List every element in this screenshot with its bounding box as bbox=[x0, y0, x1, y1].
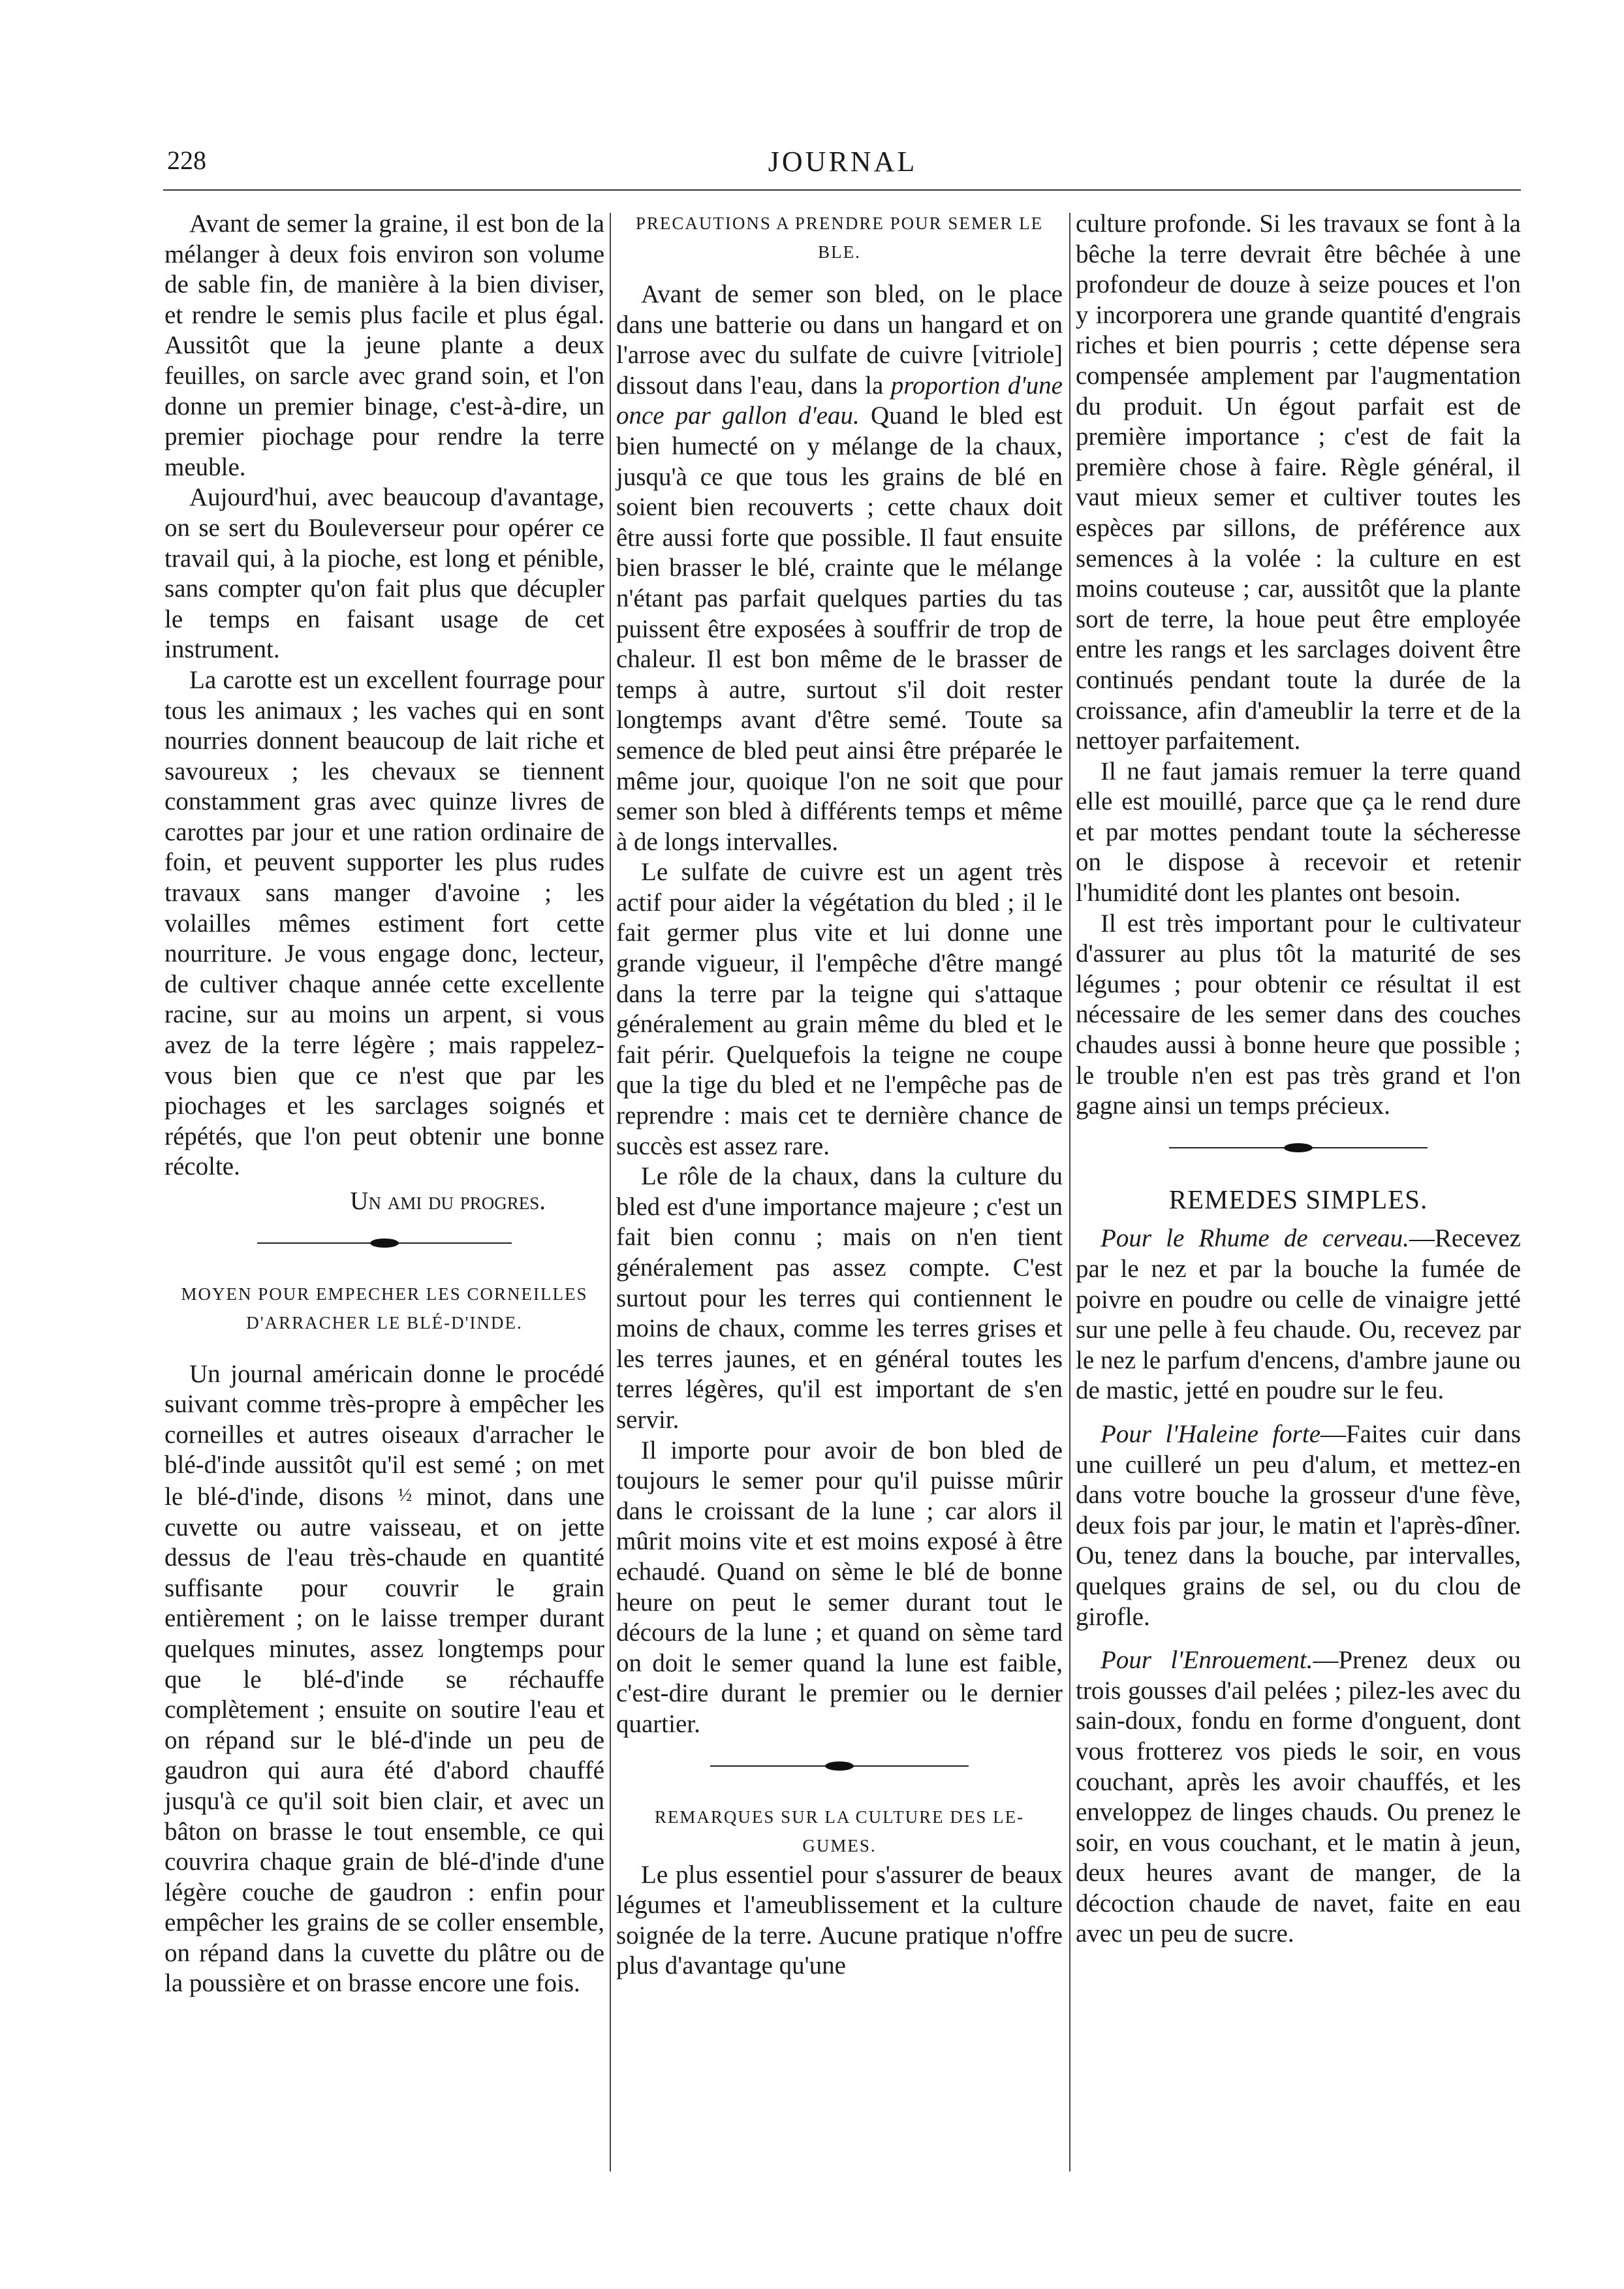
article-paragraph: Avant de semer la graine, il est bon de la mélanger à deux fois environ son volume de sable fin, de manière à la bien diviser, et rendre le semis plus facile et plus égal. Aussitôt que la jeune plante a deux feuilles, on sarcle avec grand soin, et l'on donne un premier binage, c'est-à-dire, un premier piochage pour rendre la terre meuble. bbox=[164, 210, 604, 481]
article-signature: Un ami du progres. bbox=[350, 1187, 546, 1215]
article-paragraph: Il est très important pour le cultivateur d'assurer au plus tôt la maturité de ses légumes ; pour obtenir ce résultat il est nécessaire de les semer dans des couches chaudes aussi à bonne heure que possible ; le trouble n'en est pas très grand et l'on gagne ainsi un temps précieux. bbox=[1076, 909, 1521, 1120]
section-heading: REMEDES SIMPLES. bbox=[1168, 1184, 1428, 1214]
running-head bbox=[167, 145, 1518, 191]
section-divider bbox=[257, 1237, 512, 1250]
article-paragraph: Il ne faut jamais remuer la terre quand elle est mouillé, parce que ça le rend dure et par mottes pendant toute la sécheresse on le dispose à recevoir et retenir l'humidité dont les plantes ont besoin. bbox=[1076, 757, 1521, 908]
fraction: ½ bbox=[398, 1485, 413, 1506]
article-paragraph: Un journal américain donne le procédé suivant comme très-propre à empêcher les corneilles et autres oiseaux d'arracher le blé-d'inde aussitôt qu'il est semé ; on met le blé-d'inde, disons ½ minot, dans une cuvette ou autre vaisseau, et on jette dessus de l'eau très-chaude en quantité suffisante pour couvrir le grain entièrement ; on le laisse tremper durant quelques minutes, assez longtemps pour que le blé-d'inde se réchauffe complètement ; ensuite on soutire l'eau et on répand sur le blé-d'inde un peu de gaudron qui aura été d'abord chauffé jusqu'à ce qu'il soit bien clair, et avec un bâton on brasse le tout ensemble, ce qui couvrira chaque grain de blé-d'inde d'une légère couche de gaudron : enfin pour empêcher les grains de se coller ensemble, on répand dans la cuvette du plâtre ou de la poussière et on brasse encore une fois. bbox=[164, 1359, 605, 1998]
article-paragraph: La carotte est un excellent fourrage pour tous les animaux ; les vaches qui en sont nourries donnent beaucoup de lait riche et savoureux ; les chevaux se tiennent constamment gras avec quinze livres de carottes par jour et une ration ordinaire de foin, et peuvent supporter les plus rudes travaux sans manger d'avoine ; les volailles mêmes estiment fort cette nourriture. Je vous engage donc, lecteur, de cultiver chaque année cette excellente racine, sur au moins un arpent, si vous avez de la terre légère ; mais rappelez-vous bien que ce n'est que par les piochages et les sarclages soignés et répétés, que l'on peut obtenir une bonne récolte. bbox=[164, 665, 604, 1181]
remedy-paragraph: Pour l'Haleine forte—Faites cuir dans une cuilleré un peu d'alum, et mettez-en dans votre bouche la grosseur d'une fève, deux fois par jour, le matin et l'après-dîner. Ou, tenez dans la bouche, par intervalles, quelques grains de sel, ou du clou de girofle. bbox=[1076, 1419, 1522, 1631]
section-divider bbox=[1169, 1141, 1428, 1154]
column-divider bbox=[610, 213, 611, 2171]
column-3 bbox=[1076, 209, 1521, 1950]
section-heading: PRECAUTIONS A PRENDRE POUR SEMER LE bbox=[635, 213, 1044, 233]
article-paragraph: Aujourd'hui, avec beaucoup d'avantage, on se sert du Bouleverseur pour opérer ce travail qui, à la pioche, est long et pénible, sans compter qu'on fait plus que décupler le temps en faisant usage de cet instrument. bbox=[164, 483, 604, 664]
article-paragraph: Avant de semer son bled, on le place dans une batterie ou dans un hangard et on l'arrose avec du sulfate de cuivre [vitriole] dissout dans l'eau, dans la proportion d'une once par gallon d'eau. Quand le bled est bien humecté on y mélange de la chaux, jusqu'à ce que tous les grains de blé en soient bien recouverts ; cette chaux doit être aussi forte que possible. Il faut ensuite bien brasser le blé, crainte que le mélange n'étant pas parfait quelques parties du tas puissent être exposées à souffrir de trop de chaleur. Il est bon même de le brasser de temps à autre, surtout s'il doit rester longtemps avant d'être semé. Toute sa semence de bled peut ainsi être préparée le même jour, quoique l'on ne soit que pour semer son bled à différents temps et même à de longs intervalles. bbox=[616, 280, 1063, 856]
section-heading: BLE. bbox=[818, 242, 861, 262]
section-heading: MOYEN POUR EMPECHER LES CORNEILLES bbox=[181, 1284, 588, 1304]
article-paragraph: Il importe pour avoir de bon bled de toujours le semer pour qu'il puisse mûrir dans le croissant de la lune ; car alors il mûrit moins vite et est moins exposé à être echaudé. Quand on sème le blé de bonne heure on peut le semer durant tout le décours de la lune ; et quand on sème tard on doit le semer quand la lune est faible, c'est-dire durant le premier ou le dernier quartier. bbox=[616, 1436, 1063, 1738]
column-1 bbox=[164, 209, 604, 1999]
journal-title: JOURNAL bbox=[768, 146, 918, 178]
article-paragraph: Le plus essentiel pour s'assurer de beaux légumes et l'ameublissement et la culture soignée de la terre. Aucune pratique n'offre plus d'avantage qu'une bbox=[616, 1860, 1063, 1980]
article-paragraph: Le sulfate de cuivre est un agent très actif pour aider la végétation du bled ; il le fait germer plus vite et lui donne une grande vigueur, il l'empêche d'être mangé dans la terre par la teigne qui s'attaque généralement au grain même du bled et le fait périr. Quelquefois la teigne ne coupe que la tige du bled et ne l'empêche pas de reprendre : mais cet te dernière chance de succès est assez rare. bbox=[616, 858, 1063, 1160]
section-heading: GUMES. bbox=[802, 1835, 877, 1855]
remedy-paragraph: Pour l'Enrouement.—Prenez deux ou trois gousses d'ail pelées ; pilez-les avec du sain-doux, fondu en forme d'onguent, dont vous frotterez vos pieds le soir, en vous couchant, après les avoir chauffés, et les enveloppez de linges chauds. Ou prenez le soir, en vous couchant, et le matin à jeun, deux heures avant de manger, de la décoction chaude de navet, faite en eau avec un peu de sucre. bbox=[1076, 1646, 1522, 1948]
article-paragraph: Le rôle de la chaux, dans la culture du bled est d'une importance majeure ; c'est un fait bien connu ; mais on n'en tient généralement pas assez compte. C'est surtout pour les terres qui contiennent le moins de chaux, comme les terres grises et les terres jaunes, et en général toutes les terres légères, qu'il est important de s'en servir. bbox=[616, 1162, 1063, 1434]
column-2 bbox=[616, 209, 1063, 1981]
section-heading: D'ARRACHER LE BLÉ-D'INDE. bbox=[246, 1312, 523, 1333]
page-number: 228 bbox=[167, 146, 206, 175]
section-heading: REMARQUES SUR LA CULTURE DES LE- bbox=[654, 1807, 1025, 1827]
column-divider bbox=[1069, 213, 1070, 2171]
header-rule bbox=[163, 189, 1521, 191]
article-paragraph: culture profonde. Si les travaux se font à la bêche la terre devrait être bêchée à une profondeur de douze à seize pouces et l'on y incorporera une grande quantité d'engrais riches et bien pourris ; cette dépense sera compensée amplement par l'augmentation du produit. Un égout parfait est de première importance ; c'est de fait la première chose à faire. Règle général, il vaut mieux semer et cultiver toutes les espèces par sillons, de préférence aux semences à la volée : la culture en est moins couteuse ; car, aussitôt que la plante sort de terre, la houe peut être employée entre les rangs et les sarclages doivent être continués pendant toute la durée de la croissance, afin d'ameublir la terre et de la nettoyer parfaitement. bbox=[1076, 210, 1521, 755]
section-divider bbox=[710, 1760, 969, 1773]
remedy-paragraph: Pour le Rhume de cerveau.—Recevez par le nez et par la bouche la fumée de poivre en poudre ou celle de vinaigre jetté sur une pelle à feu chaude. Ou, recevez par le nez le parfum d'encens, d'ambre jaune ou de mastic, jetté en poudre sur le feu. bbox=[1076, 1224, 1521, 1405]
